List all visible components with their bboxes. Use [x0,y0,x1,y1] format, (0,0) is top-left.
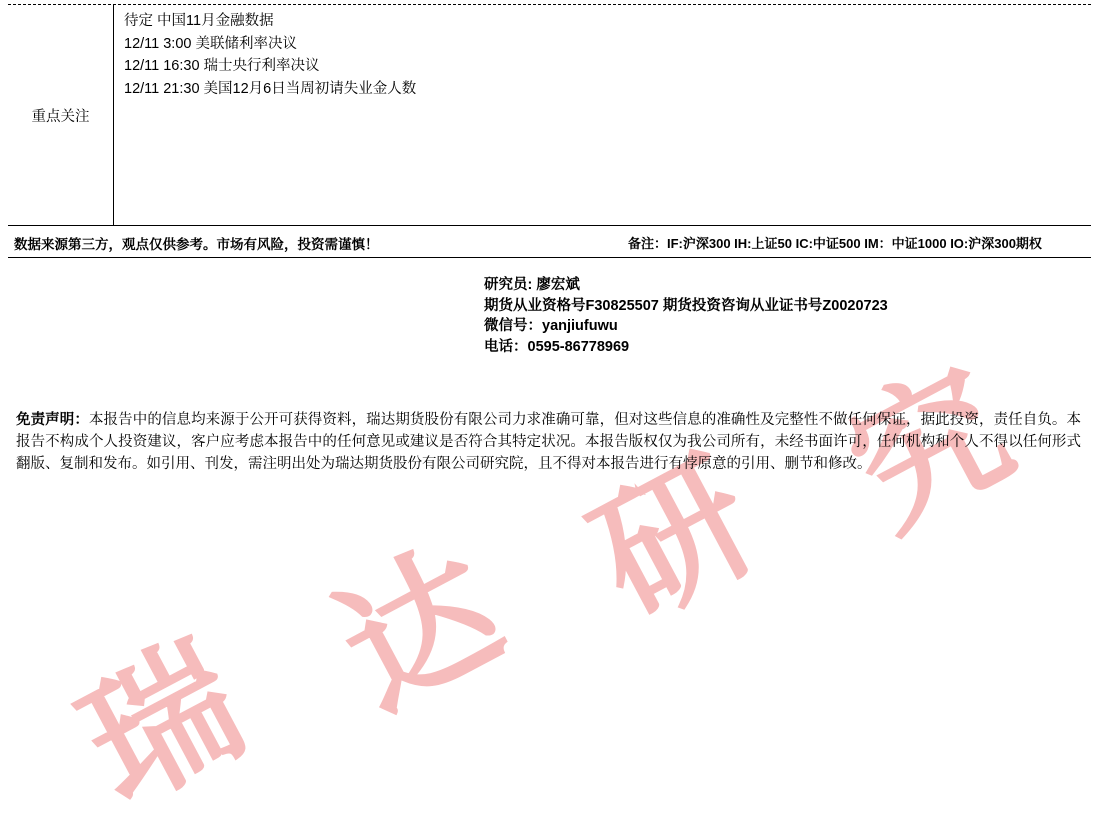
focus-item: 12/11 21:30 美国12月6日当周初请失业金人数 [124,80,417,97]
disclaimer-paragraph [16,409,1081,475]
focus-item: 12/11 3:00 美联储利率决议 [124,35,297,52]
researcher-name: 研究员: 廖宏斌 [484,277,580,293]
watermark-char-4: 究 [822,337,1038,563]
researcher-block [484,275,1044,357]
researcher-license: 期货从业资格号F30825507 期货投资咨询从业证书号Z0020723 [484,297,888,314]
watermark-char-3: 研 [567,427,783,653]
watermark-char-2: 达 [312,517,528,743]
data-source-note: 数据来源第三方，观点仅供参考。市场有风险，投资需谨慎！ [14,237,379,252]
focus-item: 待定 中国11月金融数据 [124,13,274,29]
focus-table-label-cell [8,5,114,225]
focus-table [8,4,1091,226]
source-remark-row [8,228,1091,258]
researcher-phone: 电话：0595-86778969 [484,338,630,355]
researcher-wechat: 微信号：yanjiufuwu [484,318,618,334]
disclaimer-title: 免责声明： [16,412,89,428]
focus-table-body-cell [114,5,1091,225]
watermark-char-1: 瑞 [55,612,271,837]
focus-item: 12/11 16:30 瑞士央行利率决议 [124,58,320,74]
disclaimer-body: 本报告中的信息均来源于公开可获得资料，瑞达期货股份有限公司力求准确可靠，但对这些信息的准确性及完整性不做任何保证，据此投资，责任自负。本报告不构成个人投资建议，客户应考虑本报告中的任何意见或建议是否符合其特定状况。本报告版权仅为我公司所有，未经书面许可，任何机构和个人不得以任何形式翻版、复制和发布。如引用、刊发，需注明出处为瑞达期货股份有限公司研究院，且不得对本报告进行有悖原意的引用、删节和修改。 [16,412,1081,472]
contract-code-remark: 备注：IF:沪深300 IH:上证50 IC:中证500 IM：中证1000 IO:沪深300期权 [628,236,1042,251]
focus-table-label: 重点关注 [31,108,90,125]
